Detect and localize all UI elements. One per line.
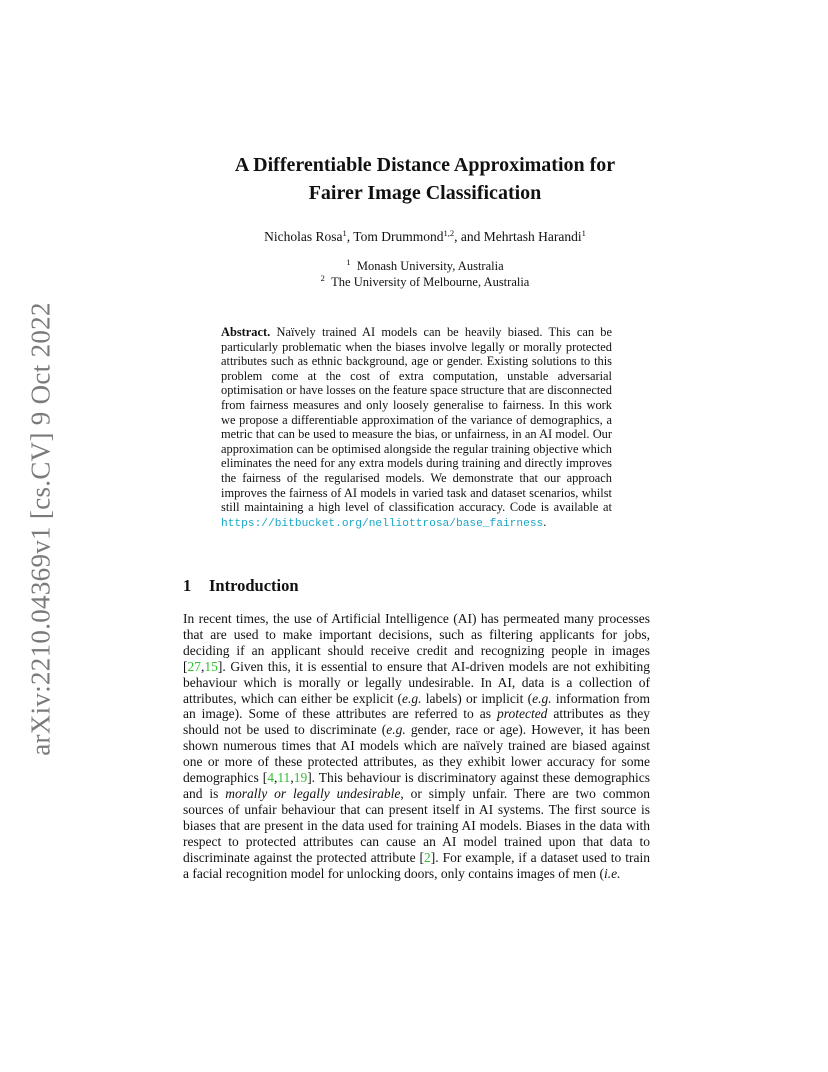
affiliation-list [150,258,700,290]
body-italic: morally or legally undesirable [225,785,401,801]
citation-link[interactable]: 4 [267,770,274,786]
body-text-run: ]. Given this, it is essential to ensure that AI-driven models are not exhibiting behaviour which is morally or legally undesirable. In AI, data is a collection of attributes, which can either be explicit ( [183,658,650,706]
citation-link[interactable]: 2 [424,849,431,865]
author-name: Nicholas Rosa [264,229,343,244]
author-separator: , and [454,229,484,244]
affiliation-item [150,274,700,290]
citation-link[interactable]: 11 [277,770,291,786]
author-affiliation-mark: 1,2 [443,228,455,238]
affiliation-mark: 1 [346,257,351,267]
section-number: 1 [183,576,192,595]
body-italic: protected [496,706,548,722]
abstract [221,325,612,531]
abstract-end: . [543,514,547,529]
author-list [150,228,700,246]
body-text-run: gender, race or age). However, it has been shown numerous times that AI models which are naïvely trained are biased against one or more of these protected attributes, as they exhibit lower accuracy for some demographics [ [183,722,650,786]
code-link[interactable]: https://bitbucket.org/nelliottrosa/base_fairness [221,517,544,530]
paper-title [150,151,700,207]
citation-link[interactable]: 27 [187,658,201,674]
body-text-run: ]. For example, if a dataset used to train a facial recognition model for unlocking doors, only contains images of men ( [183,849,650,881]
body-italic: e.g. [386,722,406,738]
introduction-paragraph: In recent times, the use of Artificial Intelligence (AI) has permeated many processes that are used to make important decisions, such as filtering applicants for jobs, deciding if an applicant should receive credit and recognizing people in images [27,15]. Given this, it is essential to ensure that AI-driven models are not exhibiting behaviour which is morally or legally undesirable. In AI, data is a collection of attributes, which can either be explicit (e.g. labels) or implicit (e.g. information from an image). Some of these attributes are referred to as protected attributes as they should not be used to discriminate (e.g. gender, race or age). However, it has been shown numerous times that AI models which are naïvely trained are biased against one or more of these protected attributes, as they exhibit lower accuracy for some demographics [4,11,19]. This behaviour is discriminatory against these demographics and is morally or legally undesirable, or simply unfair. There are two common sources of unfair behaviour that can present itself in AI systems. The first source is biases that are present in the data used for training AI models. Biases in the data with respect to protected attributes can cause an AI model trained upon that data to discriminate against the protected attribute [2]. For example, if a dataset used to train a facial recognition model for unlocking doors, only contains images of men (i.e. [183,611,651,881]
body-text-run: attributes as they should not be used to discriminate ( [183,706,650,738]
affiliation-item [150,258,700,274]
citation-link[interactable]: 19 [293,770,308,786]
author-affiliation-mark: 1 [342,228,347,238]
abstract-label: Abstract. [221,325,271,339]
citation-link[interactable]: 15 [204,658,218,674]
body-text-run: ]. This behaviour is discriminatory against these demographics and is [183,770,650,801]
arxiv-identifier-text: arXiv:2210.04369v1 [cs.CV] 9 Oct 2022 [25,302,56,756]
abstract-text: Naïvely trained AI models can be heavily biased. This can be particularly problematic when the biases involve legally or morally protected attributes such as ethnic background, age or gender. Existing solutions to this problem come at the cost of extra computation, unstable adversarial optimisation or have losses on the feature space structure that are disconnected from fairness measures and only loosely generalise to fairness. In this work we propose a differentiable approximation of the variance of demographics, a metric that can be used to measure the bias, or unfairness, in an AI model. Our approximation can be optimised alongside the regular training objective which eliminates the need for any extra models during training and directly improves the fairness of the regularised models. We demonstrate that our approach improves the fairness of AI models in varied task and dataset scenarios, whilst still maintaining a high level of classification accuracy. Code is available at [221,325,612,515]
introduction-body [183,611,650,881]
author-name: Tom Drummond [353,229,444,244]
body-text-run: labels) or implicit ( [421,690,533,706]
author-name: Mehrtash Harandi [483,229,582,244]
body-text-run: information from an image). Some of these attributes are referred to as [183,690,651,722]
affiliation-name: The University of Melbourne, Australia [331,275,530,289]
body-italic: e.g. [402,690,422,706]
body-text-run: , or simply unfair. There are two common sources of unfair behaviour that can present itself in AI systems. The first source is biases that are present in the data used for training AI models. Biases in the data with respect to protected attributes can cause an AI model trained upon that data to discriminate against the protected attribute [ [183,785,650,865]
author-affiliation-mark: 1 [581,228,586,238]
affiliation-mark: 2 [320,273,325,283]
section-title: Introduction [209,576,299,595]
author-separator: , [346,229,354,244]
affiliation-name: Monash University, Australia [356,259,504,273]
body-text-run: In recent times, the use of Artificial Intelligence (AI) has permeated many processes that are used to make important decisions, such as filtering applicants for jobs, deciding if an applicant should receive credit and recognizing people in images [ [183,611,650,674]
title-line-1: A Differentiable Distance Approximation for [234,154,616,176]
title-line-2: Fairer Image Classification [308,182,542,204]
section-heading [183,576,299,596]
body-italic: i.e. [604,865,621,881]
body-italic: e.g. [532,690,552,706]
arxiv-identifier [24,294,58,764]
